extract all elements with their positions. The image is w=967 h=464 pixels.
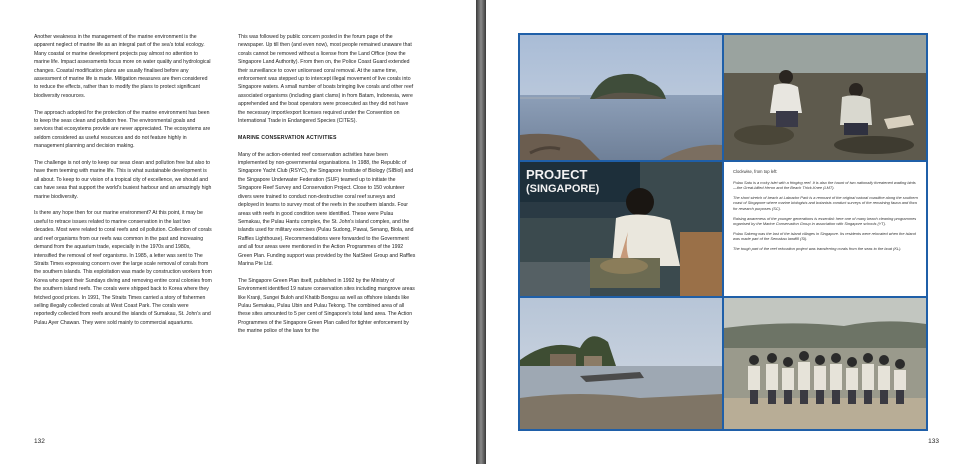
section-heading: MARINE CONSERVATION ACTIVITIES <box>238 134 337 141</box>
caption-text: The short stretch of beach at Labrador Park is a remnant of the original natural coastline along the southern coast of Singapore where marine biologists and botanists conduct surveys of the remaining fauna and flora for research purposes (SC). <box>733 194 918 211</box>
paragraph: Many of the action-oriented reef conservation activities have been implemented by non-governmental organisations. In 1988, the Republic of Singapore Yacht Club (RSYC), the Singapore Institute of Biology (SIBiol) and the Singapore Underwater Federation (SUF) teamed up to initiate the Singapore Reef Survey and Conservation Project. Close to 150 volunteer divers were trained to conduct non-destructive coral reef surveys and deployed in teams to survey most of the reefs in the southern islands. Four areas with reefs in good condition were identified. These were Pulau Semakau, the Pulau Hantu complex, the St. John's island complex, and the islands used for military exercises (Pulau Sudong, Pawai, Senang, Biola, and Raffles Lighthouse). Recommendations were forwarded to the Government and all four areas were mentioned in the Action Programmes of the 1992 Green Plan. Funding support was provided by the NatSteel Group and Raffles Marina Pte Ltd. <box>238 151 416 267</box>
photo-beach-cleaning-group <box>724 298 926 429</box>
text-column-1 <box>34 33 212 336</box>
caption-box <box>724 162 926 296</box>
paragraph: Another weakness in the management of the marine environment is the apparent neglect of marine life as an integral part of the sea's total ecology. Many coastal or marine development projects pay almost no attention to marine life. Impact assessments focus more on water quality and hydrological changes. Coastal modification plans are usually finalised before any assessment of marine life is made. Mitigation measures are then considered to reduce the effects, rather than to modify the plans to protect significant biodiversity resources. <box>34 34 211 99</box>
book-spine <box>476 0 486 464</box>
page-number-right: 133 <box>928 438 939 445</box>
right-page <box>486 0 967 464</box>
caption-text: Pulau Sakeng was the last of the island villages in Singapore. Its residents were relocated when the island was made part of the Semakau landfill (SI). <box>733 230 916 242</box>
photo-grid <box>518 33 928 431</box>
paragraph: Is there any hope then for our marine environment? At this point, it may be useful to retrace issues related to marine conservation in the last two decades. Most were related to coral reefs and oil pollution. Collection of corals and reef organisms from our reefs was common in the past and increasing demand from the aquarium trade, especially in the 1970s and 1980s, intensified the removal of reef organisms. In 1985, a letter was sent to The Straits Times expressing concern over the large scale removal of corals from the southern islands. This exploitation was made by construction workers from Korea who spent their Sundays diving and removing entire coral colonies from the southern island reefs. The corals were shipped back to Korea where they fetched good prices. In 1991, The Straits Times carried a story of fishermen selling illegally collected corals at West Coast Park. The corals were reportedly collected from reefs around the islands of Sumakau, St. John's and Pulau Ayer Chawan. They were sold mainly to commercial aquariums. <box>34 210 212 326</box>
paragraph: The Singapore Green Plan itself, published in 1992 by the Ministry of Environment identified 19 nature conservation sites including mangrove areas like Kranji, Sungei Buloh and Khatib Bongsu as well as offshore islands like Pulau Semakau, Pulau Ubin and Pulau Tekong. The combined area of all these sites amounted to 5 per cent of Singapore's total land area. The Action Programmes of the Singapore Green Plan called for tighter enforcement by the marine police of the laws for the <box>238 277 415 335</box>
paragraph: The challenge is not only to keep our seas clean and pollution free but also to have them teeming with marine life. This is what sustainable development is all about. To keep to our vision of a tropical city of excellence, we should and can have seas that support the world's busiest harbour and an amazingly high marine biodiversity. <box>34 160 212 200</box>
caption-text: Pulau Satu is a rocky islet with a fringing reef. It is also the haunt of two nationally threatened wading birds—the Great-billed Heron and the Beach Thick-Knee (LMT). <box>733 179 916 191</box>
photo-rocky-islet <box>520 35 722 160</box>
left-page <box>0 0 476 464</box>
paragraph: This was followed by public concern posted in the forum page of the newspaper. Up till then (and even now), most people remained unaware that corals cannot be removed without a license from the Land Office (now the Singapore Land Authority). From then on, the Police Coast Guard extended their surveillance to cover unlicensed coral removal. At the same time, enforcement was stepped up to intercept illegal movement of live corals into Singapore waters. A small number of boats bringing live corals and other reef associated organisms (including giant clams) in from Batam, Indonesia, were apprehended and the boat operators were prosecuted as they did not have the necessary import/export licenses required under the Convention on International Trade in Endangered Species (CITES). <box>238 34 414 125</box>
page-number-left: 132 <box>34 438 45 445</box>
caption-text: Raising awareness of the younger generations is essential: here one of many beach cleaning programmes organised by the Marine Conservation Group in association with Singapore schools (YT). <box>733 215 917 227</box>
text-column-2 <box>238 33 416 344</box>
photo-coral-transfer <box>520 162 722 296</box>
caption-title: Clockwise, from top left: <box>733 169 778 174</box>
photo-overlay-text: (SINGAPORE) <box>526 183 600 195</box>
photo-island-village <box>520 298 722 429</box>
paragraph: The approach adopted for the protection of the marine environment has been to keep the seas clean and pollution free. The environmental goals and services that ecosystems provide are never appreciated. The ecosystems are seldom considered as useful resources and do not feature highly in management planning and decision making. <box>34 109 211 150</box>
caption-text: The tough part of the reef relocation project was transferring corals from the seas to the boat (KL). <box>733 245 902 251</box>
photo-beach-survey <box>724 35 926 160</box>
photo-overlay-text: PROJECT <box>526 167 588 182</box>
